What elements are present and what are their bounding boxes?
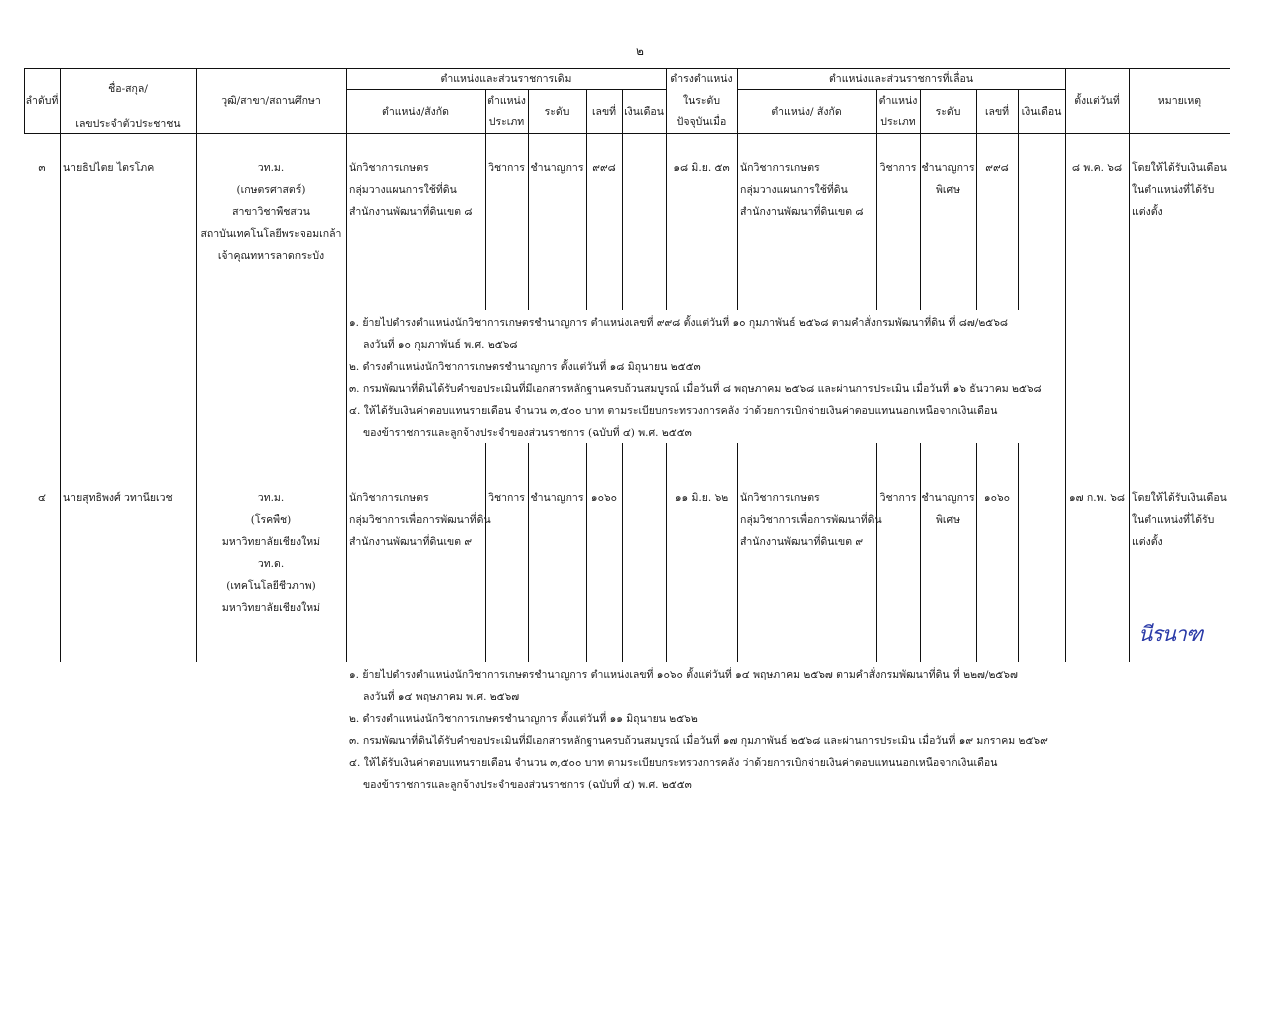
note-line: ของข้าราชการและลูกจ้างประจำของส่วนราชการ (ฉบับที่ ๔) พ.ศ. ๒๕๕๓ — [363, 779, 692, 791]
row-old-type: วิชาการ — [488, 492, 525, 504]
row-old-position-line: นักวิชาการเกษตร — [349, 492, 429, 504]
row-new-type: วิชาการ — [879, 162, 917, 174]
row-old-level: ชำนาญการ — [530, 162, 584, 174]
note-line: ๒. ดำรงตำแหน่งนักวิชาการเกษตรชำนาญการ ตั้งแต่วันที่ ๑๘ มิถุนายน ๒๕๕๓ — [349, 361, 701, 373]
row-order: ๓ — [38, 162, 46, 174]
header-new-level: ระดับ — [935, 106, 961, 118]
row-held-since: ๑๑ มิ.ย. ๖๒ — [674, 492, 729, 504]
row-new-level: ชำนาญการ — [921, 162, 975, 174]
header-old-level: ระดับ — [544, 106, 570, 118]
row-new-position-line: สำนักงานพัฒนาที่ดินเขต ๙ — [740, 536, 864, 548]
header-new-type: ตำแหน่ง — [878, 95, 918, 107]
header-held-1: ดำรงตำแหน่ง — [670, 73, 733, 85]
note-line: ลงวันที่ ๑๐ กุมภาพันธ์ พ.ศ. ๒๕๖๘ — [363, 339, 518, 351]
row-degree-line: มหาวิทยาลัยเชียงใหม่ — [221, 536, 321, 548]
header-held-2: ในระดับ — [682, 95, 721, 107]
header-old-position: ตำแหน่ง/สังกัด — [382, 106, 449, 118]
note-line: ๔. ให้ได้รับเงินค่าตอบแทนรายเดือน จำนวน ๓,๕๐๐ บาท ตามระเบียบกระทรวงการคลัง ว่าด้วยการเบิกจ่ายเงินค่าตอบแทนนอกเหนือจากเงินเดือน — [349, 405, 998, 417]
header-remark: หมายเหตุ — [1157, 95, 1202, 107]
row-old-type: วิชาการ — [488, 162, 525, 174]
row-old-position-line: กลุ่มวิชาการเพื่อการพัฒนาที่ดิน — [349, 514, 491, 526]
header-old-group: ตำแหน่งและส่วนราชการเดิม — [440, 73, 572, 85]
row-old-position-line: สำนักงานพัฒนาที่ดินเขต ๘ — [349, 206, 473, 218]
header-new-salary: เงินเดือน — [1021, 106, 1062, 118]
row-remark-line: แต่งตั้ง — [1132, 206, 1163, 218]
header-effective: ตั้งแต่วันที่ — [1074, 95, 1120, 107]
row-degree-line: วท.ด. — [257, 558, 285, 570]
note-line: ๓. กรมพัฒนาที่ดินได้รับคำขอประเมินที่มีเอกสารหลักฐานครบถ้วนสมบูรณ์ เมื่อวันที่ ๘ พฤษภาคม ๒๕๖๘ และผ่านการประเมิน เมื่อวันที่ ๑๖ ธันวาคม ๒๕๖๘ — [349, 383, 1042, 395]
header-order: ลำดับที่ — [25, 95, 59, 107]
row-degree-line: (โรคพืช) — [250, 514, 292, 526]
header-new-position: ตำแหน่ง/ สังกัด — [771, 106, 842, 118]
note-line: ๒. ดำรงตำแหน่งนักวิชาการเกษตรชำนาญการ ตั้งแต่วันที่ ๑๑ มิถุนายน ๒๕๖๒ — [349, 713, 698, 725]
row-remark-line: ในตำแหน่งที่ได้รับ — [1132, 184, 1215, 196]
header-old-salary: เงินเดือน — [624, 106, 664, 118]
header-old-type: ตำแหน่ง — [487, 95, 526, 107]
note-line: ๑. ย้ายไปดำรงตำแหน่งนักวิชาการเกษตรชำนาญการ ตำแหน่งเลขที่ ๙๙๘ ตั้งแต่วันที่ ๑๐ กุมภาพันธ์ ๒๕๖๘ ตามคำสั่งกรมพัฒนาที่ดิน ที่ ๘๗/๒๕๖๘ — [349, 317, 1008, 329]
note-line: ๓. กรมพัฒนาที่ดินได้รับคำขอประเมินที่มีเอกสารหลักฐานครบถ้วนสมบูรณ์ เมื่อวันที่ ๑๗ กุมภาพันธ์ ๒๕๖๘ และผ่านการประเมิน เมื่อวันที่ ๑๙ มกราคม ๒๕๖๙ — [349, 735, 1048, 747]
header-name: ชื่อ-สกุล/ — [108, 83, 148, 95]
row-new-position-line: กลุ่มวางแผนการใช้ที่ดิน — [740, 184, 848, 196]
row-remark-line: โดยให้ได้รับเงินเดือน — [1132, 162, 1227, 174]
note-line: ๔. ให้ได้รับเงินค่าตอบแทนรายเดือน จำนวน ๓,๕๐๐ บาท ตามระเบียบกระทรวงการคลัง ว่าด้วยการเบิกจ่ายเงินค่าตอบแทนนอกเหนือจากเงินเดือน — [349, 757, 998, 769]
row-new-type: วิชาการ — [879, 492, 917, 504]
header-citizen-id: เลขประจำตัวประชาชน — [75, 118, 181, 130]
header-new-type-2: ประเภท — [880, 116, 916, 128]
handwritten-signature: นีรนาฑ — [1138, 622, 1203, 646]
note-line: ของข้าราชการและลูกจ้างประจำของส่วนราชการ (ฉบับที่ ๔) พ.ศ. ๒๕๕๓ — [363, 427, 692, 439]
row-degree-line: สาขาวิชาพืชสวน — [232, 206, 310, 218]
header-old-type-2: ประเภท — [488, 116, 525, 128]
row-degree-line: วท.ม. — [257, 492, 285, 504]
row-old-number: ๙๙๘ — [592, 162, 616, 174]
row-degree-line: สถาบันเทคโนโลยีพระจอมเกล้า — [200, 228, 342, 240]
row-effective: ๘ พ.ค. ๖๘ — [1071, 162, 1123, 174]
row-remark-line: ในตำแหน่งที่ได้รับ — [1132, 514, 1215, 526]
row-old-position-line: นักวิชาการเกษตร — [349, 162, 429, 174]
row-remark-line: โดยให้ได้รับเงินเดือน — [1132, 492, 1227, 504]
row-old-level: ชำนาญการ — [530, 492, 584, 504]
row-new-level: ชำนาญการ — [921, 492, 975, 504]
row-effective: ๑๗ ก.พ. ๖๘ — [1069, 492, 1125, 504]
row-new-position-line: นักวิชาการเกษตร — [740, 162, 820, 174]
row-new-number: ๑๐๖๐ — [983, 492, 1011, 504]
row-old-position-line: กลุ่มวางแผนการใช้ที่ดิน — [349, 184, 457, 196]
row-degree-line: (เกษตรศาสตร์) — [236, 184, 306, 196]
header-degree: วุฒิ/สาขา/สถานศึกษา — [221, 95, 321, 107]
row-old-number: ๑๐๖๐ — [590, 492, 618, 504]
row-new-position-line: กลุ่มวิชาการเพื่อการพัฒนาที่ดิน — [740, 514, 882, 526]
header-new-group: ตำแหน่งและส่วนราชการที่เลื่อน — [828, 73, 974, 85]
row-new-level-2: พิเศษ — [935, 184, 961, 196]
header-old-number: เลขที่ — [591, 106, 617, 118]
row-remark-line: แต่งตั้ง — [1132, 536, 1163, 548]
row-new-level-2: พิเศษ — [935, 514, 961, 526]
header-held-3: ปัจจุบันเมื่อ — [676, 116, 727, 128]
row-degree-line: เจ้าคุณทหารลาดกระบัง — [217, 250, 325, 262]
row-new-number: ๙๙๘ — [985, 162, 1009, 174]
row-old-position-line: สำนักงานพัฒนาที่ดินเขต ๙ — [349, 536, 473, 548]
note-line: ลงวันที่ ๑๔ พฤษภาคม พ.ศ. ๒๕๖๗ — [363, 691, 520, 703]
row-new-position-line: สำนักงานพัฒนาที่ดินเขต ๘ — [740, 206, 864, 218]
row-degree-line: วท.ม. — [257, 162, 285, 174]
row-held-since: ๑๘ มิ.ย. ๕๓ — [673, 162, 730, 174]
row-degree-line: มหาวิทยาลัยเชียงใหม่ — [221, 602, 321, 614]
row-name: นายธิปไตย ไตรโภค — [63, 162, 155, 174]
row-name: นายสุทธิพงศ์ วทานียเวช — [63, 492, 173, 504]
row-degree-line: (เทคโนโลยีชีวภาพ) — [226, 580, 316, 592]
row-order: ๔ — [38, 492, 46, 504]
note-line: ๑. ย้ายไปดำรงตำแหน่งนักวิชาการเกษตรชำนาญการ ตำแหน่งเลขที่ ๑๐๖๐ ตั้งแต่วันที่ ๑๔ พฤษภาคม ๒๕๖๗ ตามคำสั่งกรมพัฒนาที่ดิน ที่ ๒๒๗/๒๕๖๗ — [349, 669, 1018, 681]
row-new-position-line: นักวิชาการเกษตร — [740, 492, 820, 504]
header-new-number: เลขที่ — [984, 106, 1010, 118]
page-number: ๒ — [636, 44, 644, 58]
